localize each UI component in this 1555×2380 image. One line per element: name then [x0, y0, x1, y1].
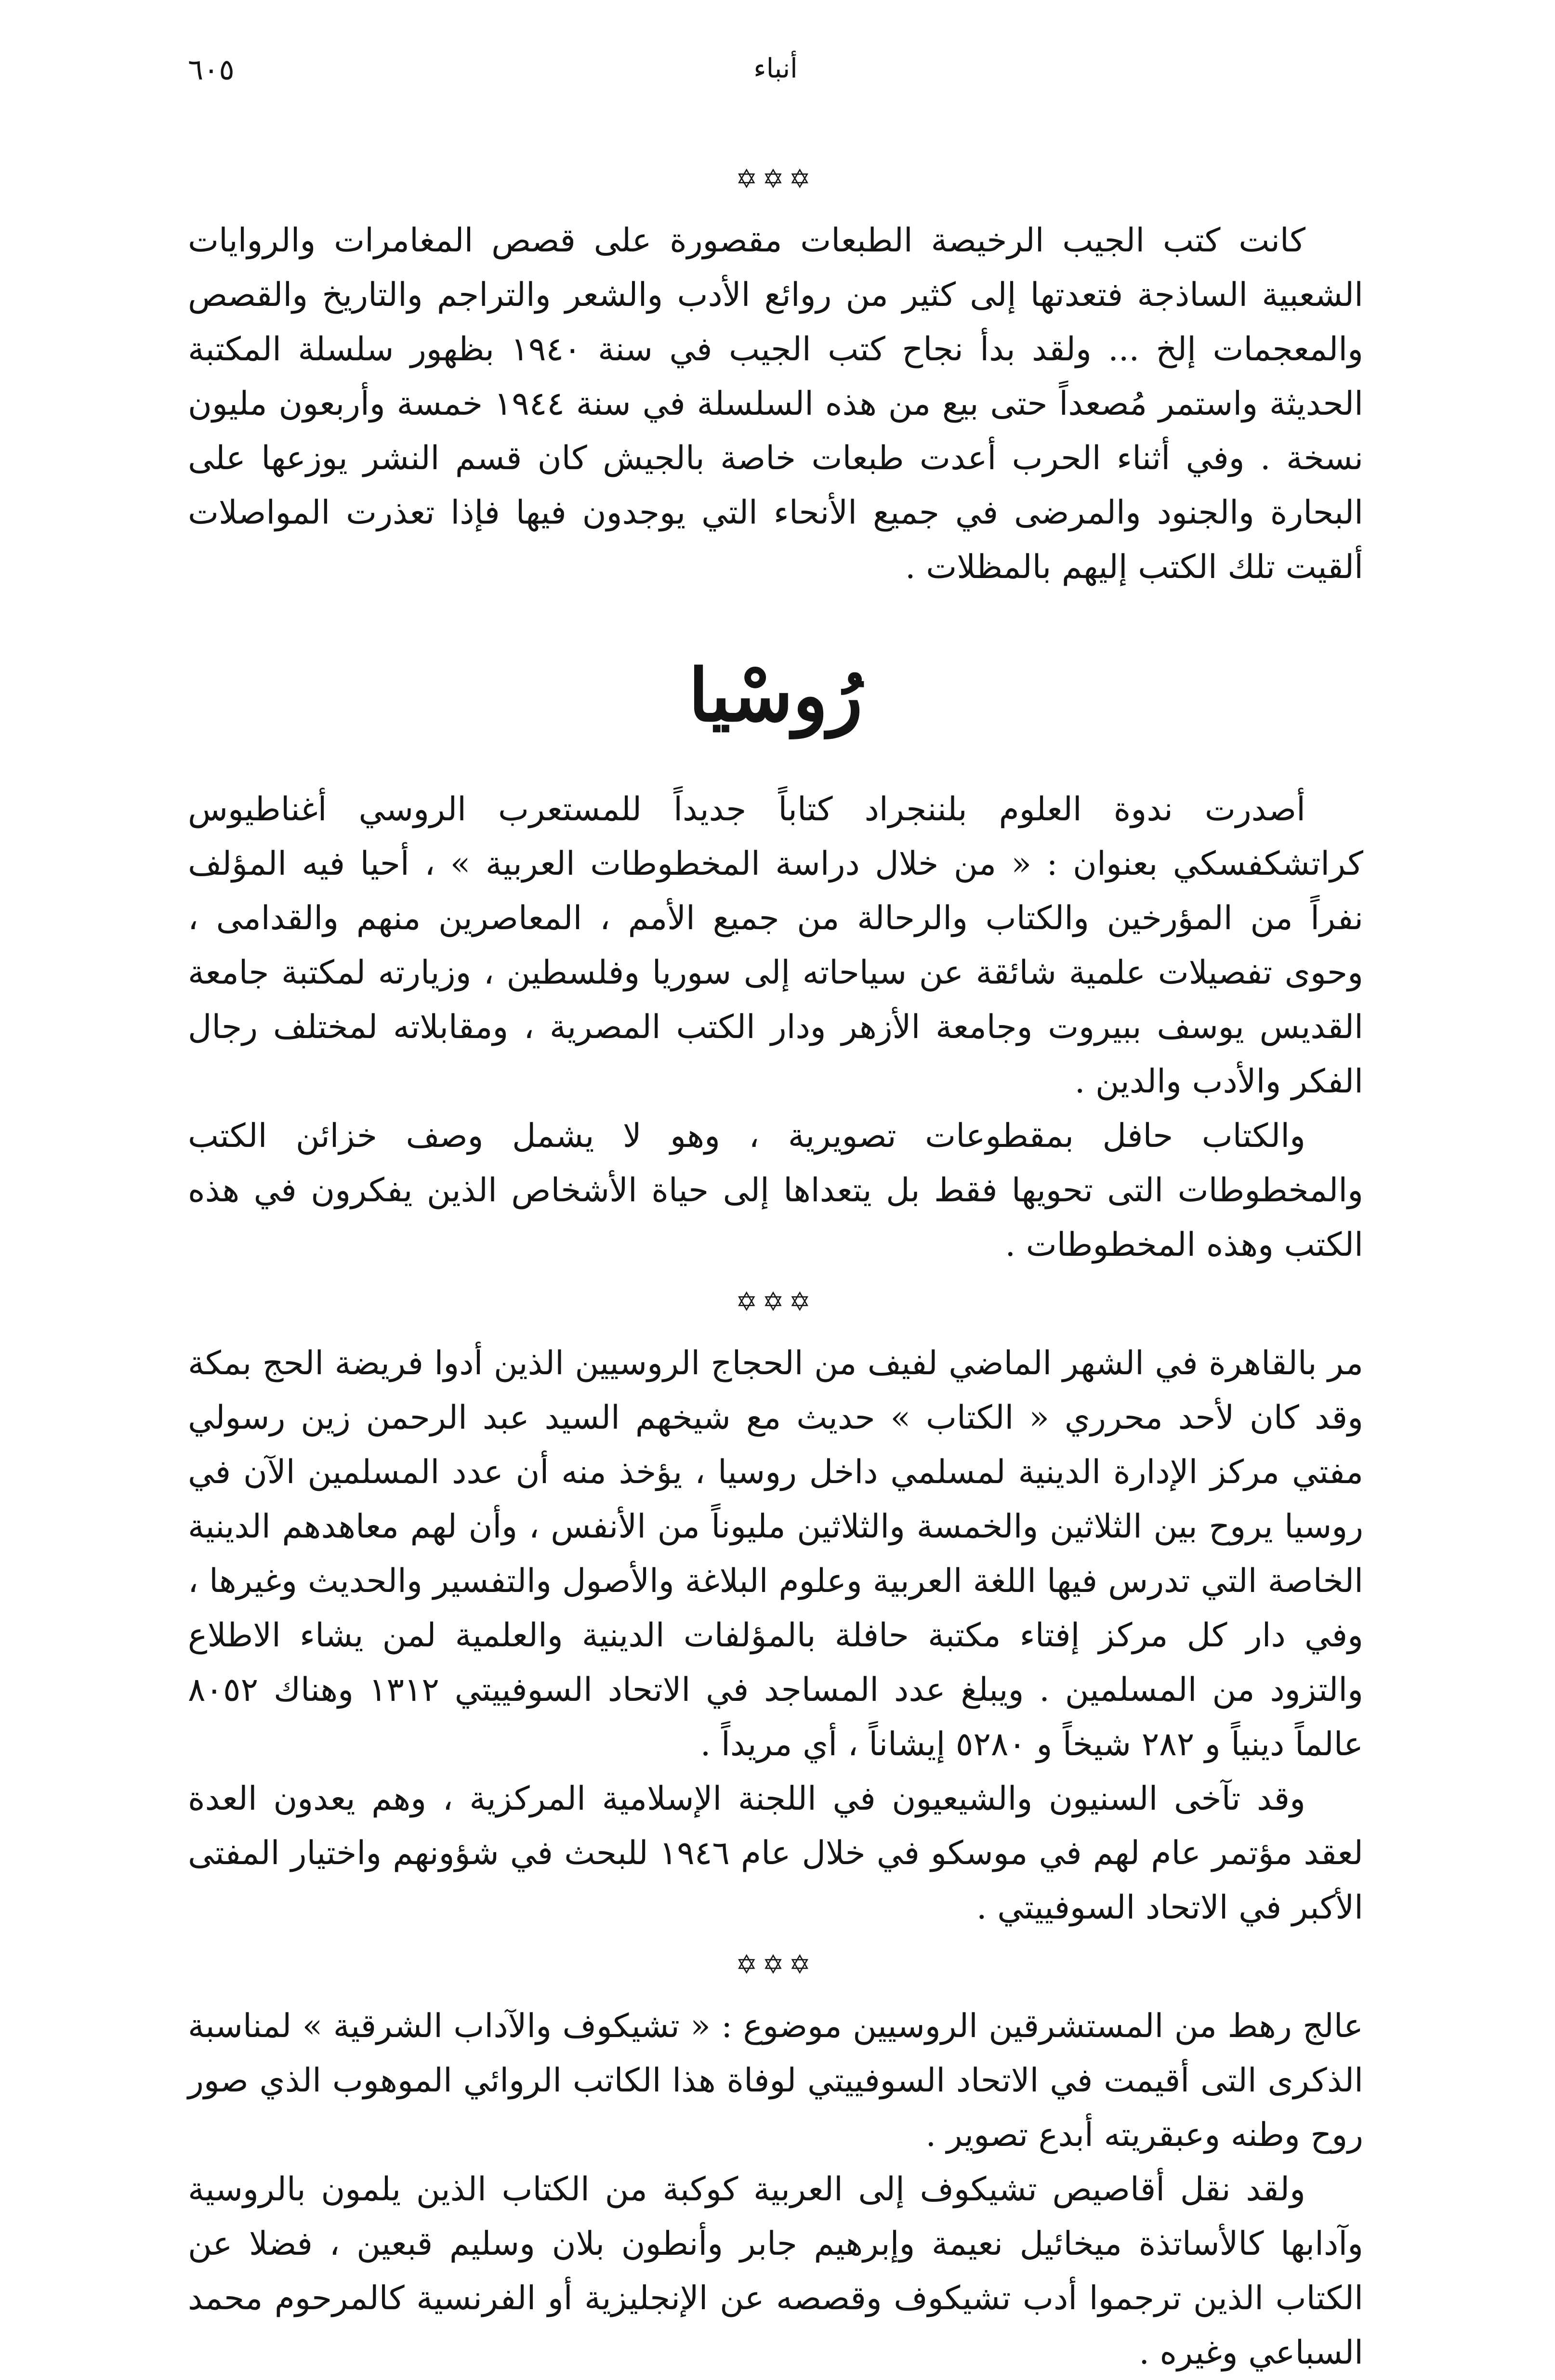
page-number: ٦٠٥ [188, 53, 235, 87]
russia-paragraph-4: وقد تآخى السنيون والشيعيون في اللجنة الإسلامية المركزية ، وهم يعدون العدة لعقد مؤتمر عام لهم في موسكو في خلال عام ١٩٤٦ للبحث في شؤونهم واختيار المفتى الأكبر في الاتحاد السوفييتي . [188, 1780, 1363, 1927]
russia-paragraph-3: مر بالقاهرة في الشهر الماضي لفيف من الحجاج الروسيين الذين أدوا فريضة الحج بمكة وقد كان لأحد محرري « الكتاب » حديث مع شيخهم السيد عبد الرحمن زين رسولي مفتي مركز الإدارة الدينية لمسلمي داخل روسيا ، يؤخذ منه أن عدد المسلمين الآن في روسيا يروح بين الثلاثين والخمسة والثلاثين مليوناً من الأنفس ، وأن لهم معاهدهم الدينية الخاصة التي تدرس فيها اللغة العربية وعلوم البلاغة والأصول والتفسير والحديث وغيرها ، وفي دار كل مركز إفتاء مكتبة حافلة بالمؤلفات الدينية والعلمية لمن يشاء الاطلاع والتزود من المسلمين . ويبلغ عدد المساجد في الاتحاد السوفييتي ١٣١٢ وهناك ٨٠٥٢ عالماً دينياً و ٢٨٢ شيخاً و ٥٢٨٠ إيشاناً ، أي مريداً . [188, 1344, 1363, 1763]
russia-paragraph-2: والكتاب حافل بمقطوعات تصويرية ، وهو لا يشمل وصف خزائن الكتب والمخطوطات التى تحويها فقط بل يتعداها إلى حياة الأشخاص الذين يفكرون في هذه الكتب وهذه المخطوطات . [188, 1117, 1363, 1264]
running-head-title: أنباء [753, 53, 798, 84]
section-separator-1: ✡✡✡ [736, 164, 816, 194]
russia-section [188, 782, 1363, 2380]
running-head [188, 43, 1363, 106]
pocket-books-paragraph: كانت كتب الجيب الرخيصة الطبعات مقصورة على قصص المغامرات والروايات الشعبية الساذجة فتعدتها إلى كثير من روائع الأدب والشعر والتراجم والتاريخ والقصص والمعجمات إلخ ... ولقد بدأ نجاح كتب الجيب في سنة ١٩٤٠ بظهور سلسلة المكتبة الحديثة واستمر مُصعداً حتى بيع من هذه السلسلة في سنة ١٩٤٤ خمسة وأربعون مليون نسخة . وفي أثناء الحرب أعدت طبعات خاصة بالجيش كان قسم النشر يوزعها على البحارة والجنود والمرضى في جميع الأنحاء التي يوجدون فيها فإذا تعذرت المواصلات ألقيت تلك الكتب إليهم بالمظلات . [188, 222, 1364, 586]
russia-paragraph-5: عالج رهط من المستشرقين الروسيين موضوع : « تشيكوف والآداب الشرقية » لمناسبة الذكرى التى أقيمت في الاتحاد السوفييتي لوفاة هذا الكاتب الروائي الموهوب الذي صور روح وطنه وعبقريته أبدع تصوير . [188, 2007, 1363, 2154]
russia-paragraph-6: ولقد نقل أقاصيص تشيكوف إلى العربية كوكبة من الكتاب الذين يلمون بالروسية وآدابها كالأساتذة ميخائيل نعيمة وإبرهيم جابر وأنطون بلان وسليم قبعين ، فضلا عن الكتاب الذين ترجموا أدب تشيكوف وقصصه عن الإنجليزية أو الفرنسية كالمرحوم محمد السباعي وغيره . [188, 2170, 1363, 2372]
russia-paragraph-1: أصدرت ندوة العلوم بلننجراد كتاباً جديداً للمستعرب الروسي أغناطيوس كراتشكفسكي بعنوان : « من خلال دراسة المخطوطات العربية » ، أحيا فيه المؤلف نفراً من المؤرخين والكتاب والرحالة من جميع الأمم ، المعاصرين منهم والقدامى ، وحوى تفصيلات علمية شائقة عن سياحاته إلى سوريا وفلسطين ، وزيارته لمكتبة جامعة القديس يوسف ببيروت وجامعة الأزهر ودار الكتب المصرية ، ومقابلاته لمختلف رجال الفكر والأدب والدين . [188, 790, 1364, 1101]
section-separator-2: ✡✡✡ [736, 1287, 816, 1317]
section-separator-3: ✡✡✡ [736, 1949, 816, 1980]
page [188, 43, 1364, 2372]
section-title-russia: رُوسْيا [688, 653, 863, 738]
pocket-books-section [188, 213, 1363, 594]
